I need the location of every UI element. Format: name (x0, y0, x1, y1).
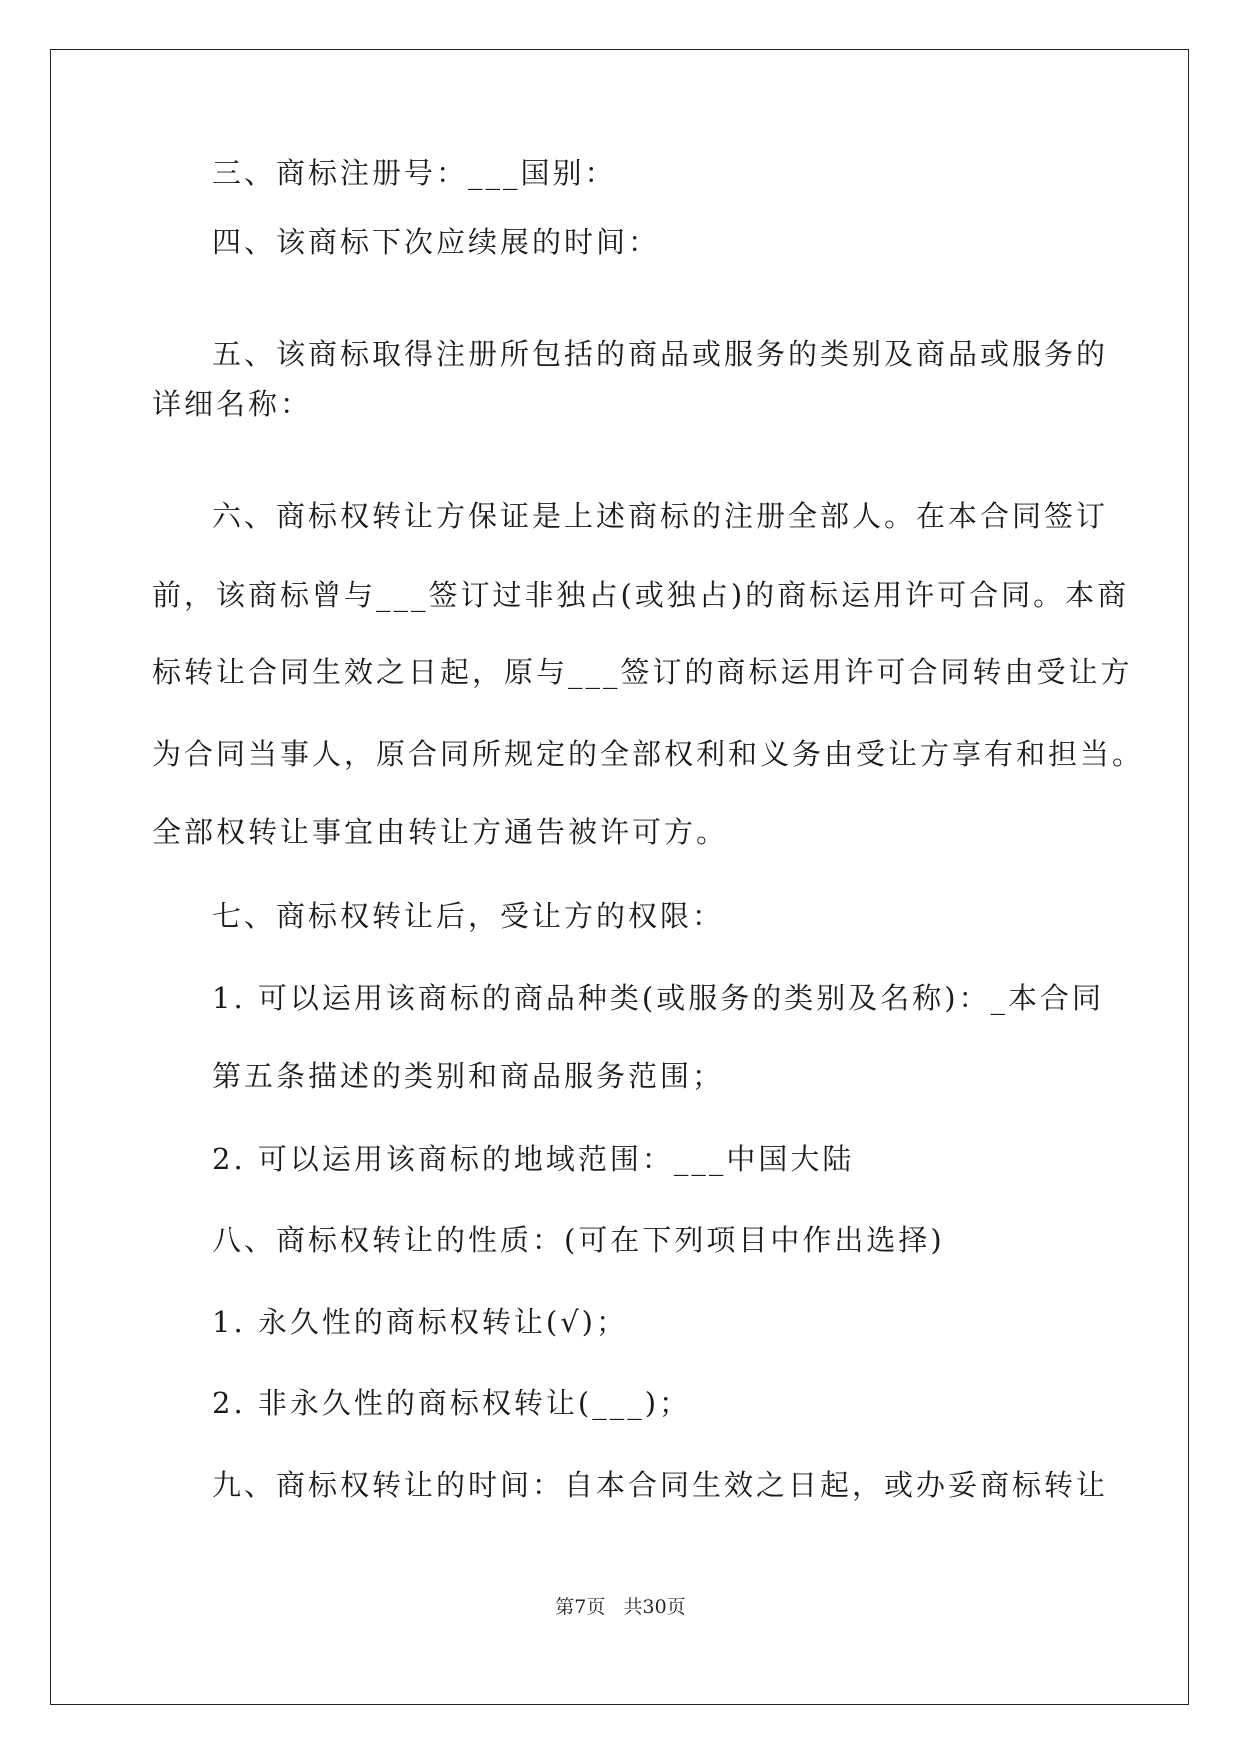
clause-6-line-1: 六、商标权转让方保证是上述商标的注册全部人。在本合同签订 (212, 499, 1109, 533)
clause-3-line: 三、商标注册号：___国别： (212, 156, 617, 190)
clause-7-item-1-line-2: 第五条描述的类别和商品服务范围； (212, 1059, 725, 1093)
clause-7-item-2-line: 2. 可以运用该商标的地域范围：___中国大陆 (212, 1142, 855, 1176)
clause-6-line-4: 为合同当事人，原合同所规定的全部权利和义务由受让方享有和担当。 (152, 737, 1145, 771)
clause-8-item-2-line: 2. 非永久性的商标权转让(___)； (212, 1386, 692, 1420)
clause-6-line-5: 全部权转让事宜由转让方通告被许可方。 (152, 815, 729, 849)
page-number-footer: 第7页 共30页 (555, 1596, 686, 1618)
clause-6-line-2: 前，该商标曾与___签订过非独占(或独占)的商标运用许可合同。本商 (152, 578, 1130, 612)
clause-8-line: 八、商标权转让的性质：(可在下列项目中作出选择) (212, 1223, 945, 1257)
clause-7-item-1-line-1: 1. 可以运用该商标的商品种类(或服务的类别及名称)：_本合同 (212, 981, 1105, 1015)
clause-8-item-1-line: 1. 永久性的商标权转让(√)； (212, 1305, 628, 1339)
page-border (50, 49, 1189, 1705)
clause-5-line-1: 五、该商标取得注册所包括的商品或服务的类别及商品或服务的 (212, 337, 1109, 371)
clause-7-line: 七、商标权转让后，受让方的权限： (212, 899, 725, 933)
clause-9-line: 九、商标权转让的时间：自本合同生效之日起，或办妥商标转让 (212, 1468, 1109, 1502)
clause-4-line: 四、该商标下次应续展的时间： (212, 225, 661, 259)
clause-6-line-3: 标转让合同生效之日起，原与___签订的商标运用许可合同转由受让方 (152, 655, 1133, 689)
clause-5-line-2: 详细名称： (152, 387, 313, 421)
